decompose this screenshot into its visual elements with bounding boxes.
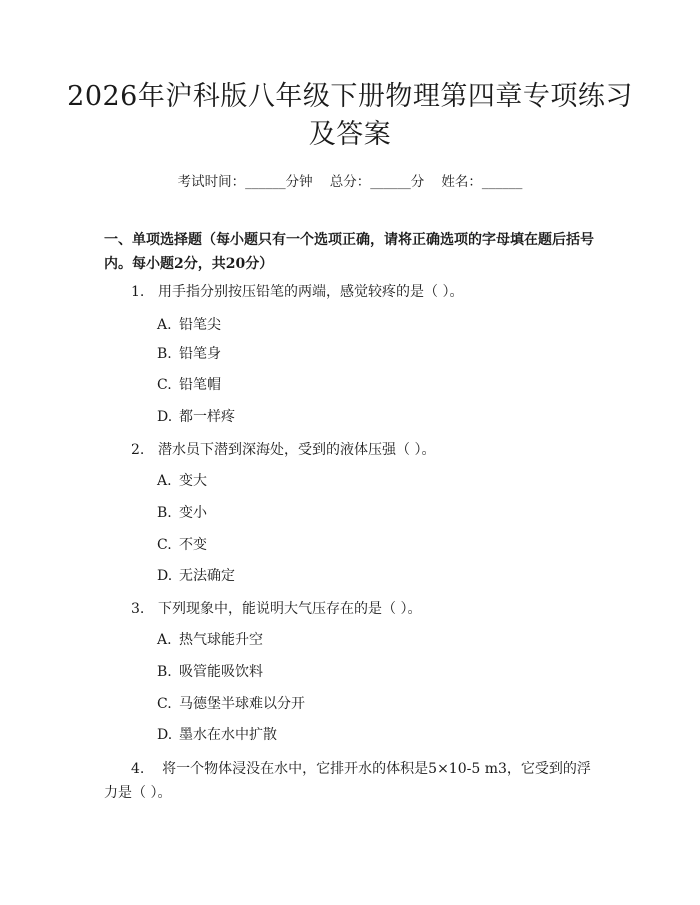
option-text: 变大 [179,473,207,489]
option-text: 变小 [179,505,207,521]
option-letter: A. [157,317,172,333]
exam-info-line: 考试时间：______分钟 总分：______分 姓名：______ [177,174,523,190]
option-letter: B. [157,505,172,521]
option-text: 热气球能升空 [179,632,263,648]
option-text: 马德堡半球难以分开 [179,696,305,712]
option-letter: D. [157,727,173,743]
question-number: 4. [131,761,145,777]
option-letter: C. [157,377,172,393]
option-text: 铅笔帽 [179,377,221,393]
question-1 [104,280,604,304]
option-text: 无法确定 [179,568,235,584]
question-text: 将一个物体浸没在水中，它排开水的体积是5×10-5 m3，它受到的浮力是（ ）。 [104,761,591,801]
option-1c [157,375,221,395]
option-text: 吸管能吸饮料 [179,664,263,680]
option-letter: A. [157,632,172,648]
option-text: 铅笔身 [179,346,221,362]
question-text: 潜水员下潜到深海处，受到的液体压强（ ）。 [158,442,436,458]
option-text: 墨水在水中扩散 [179,727,277,743]
option-letter: D. [157,568,173,584]
question-number: 1. [131,284,145,300]
option-letter: B. [157,664,172,680]
option-3c [157,694,305,714]
question-text: 下列现象中，能说明大气压存在的是（ ）。 [158,601,422,617]
option-text: 都一样疼 [179,409,235,425]
option-1a [157,315,221,335]
question-2 [104,438,604,462]
document-title: 2026年沪科版八年级下册物理第四章专项练习及答案 [67,81,633,150]
option-3a [157,630,263,650]
question-3 [104,597,604,621]
option-letter: C. [157,696,172,712]
question-number: 3. [131,601,145,617]
option-2d [157,566,235,586]
section-heading: 一、单项选择题（每小题只有一个选项正确，请将正确选项的字母填在题后括号内。每小题2分，共20分） [104,232,594,272]
option-text: 铅笔尖 [179,317,221,333]
option-1d [157,407,235,427]
option-3d [157,725,277,745]
option-2a [157,471,207,491]
option-letter: D. [157,409,173,425]
option-3b [157,662,263,682]
option-letter: A. [157,473,172,489]
option-letter: C. [157,537,172,553]
option-2c [157,535,207,555]
question-text: 用手指分别按压铅笔的两端，感觉较疼的是（ ）。 [158,284,464,300]
option-1b [157,344,221,364]
option-2b [157,503,207,523]
question-number: 2. [131,442,145,458]
question-4 [104,757,600,805]
option-letter: B. [157,346,172,362]
option-text: 不变 [179,537,207,553]
